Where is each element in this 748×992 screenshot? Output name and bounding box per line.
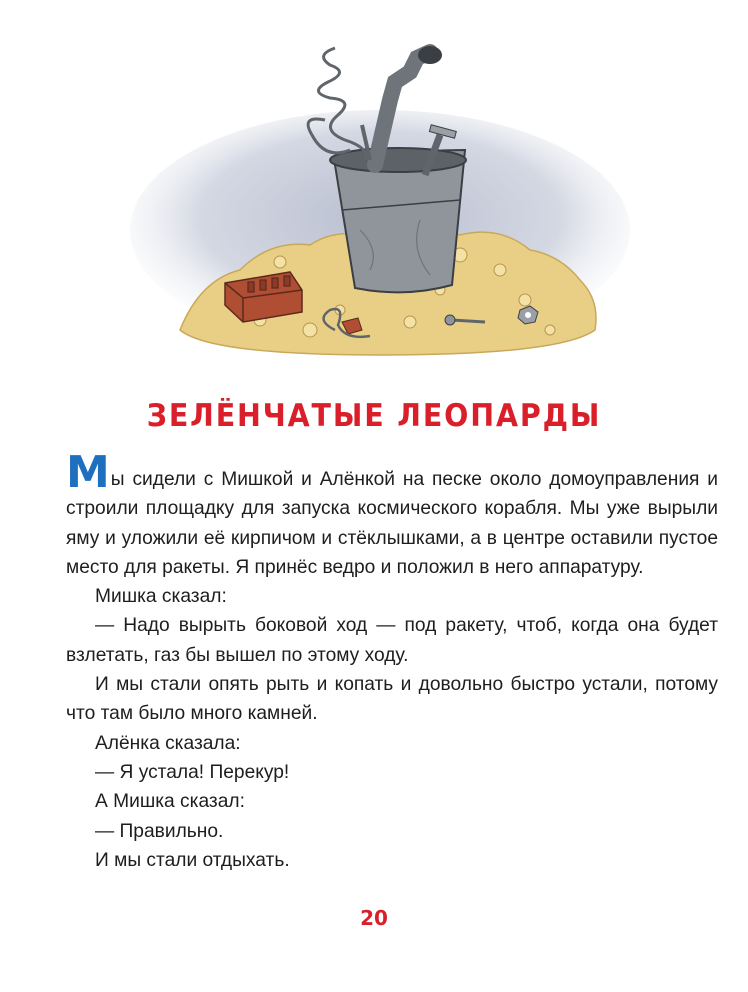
chapter-title: ЗЕЛЁНЧАТЫЕ ЛЕОПАРДЫ [146,398,602,434]
drop-cap: М [66,447,110,498]
paragraph: И мы стали опять рыть и копать и довольно быстро устали, потому что там было много камней. [66,674,718,725]
paragraph: Алёнка сказала: [95,732,241,754]
paragraph-text: ы сидели с Мишкой и Алёнкой на песке около домоуправления и строили площадку для запуска космического корабля. Мы уже вырыли яму и уложили её кирпичом и стёклышками, а в центре оставили пустое место для ракеты. Я принёс ведро и положил в него аппаратуру. [66,469,718,578]
story-text [66,447,718,875]
bucket-sand-illustration [80,0,680,400]
paragraph: И мы стали отдыхать. [95,849,290,871]
page-number: 20 [360,906,388,930]
paragraph: — Я устала! Перекур! [95,761,290,783]
paragraph: А Мишка сказал: [95,791,245,813]
paragraph: — Надо вырыть боковой ход — под ракету, чтоб, когда она будет взлетать, газ бы вышел по этому ходу. [66,615,718,666]
paragraph: — Правильно. [95,820,224,842]
paragraph-opening [66,447,718,582]
paragraph: Мишка сказал: [95,586,227,608]
